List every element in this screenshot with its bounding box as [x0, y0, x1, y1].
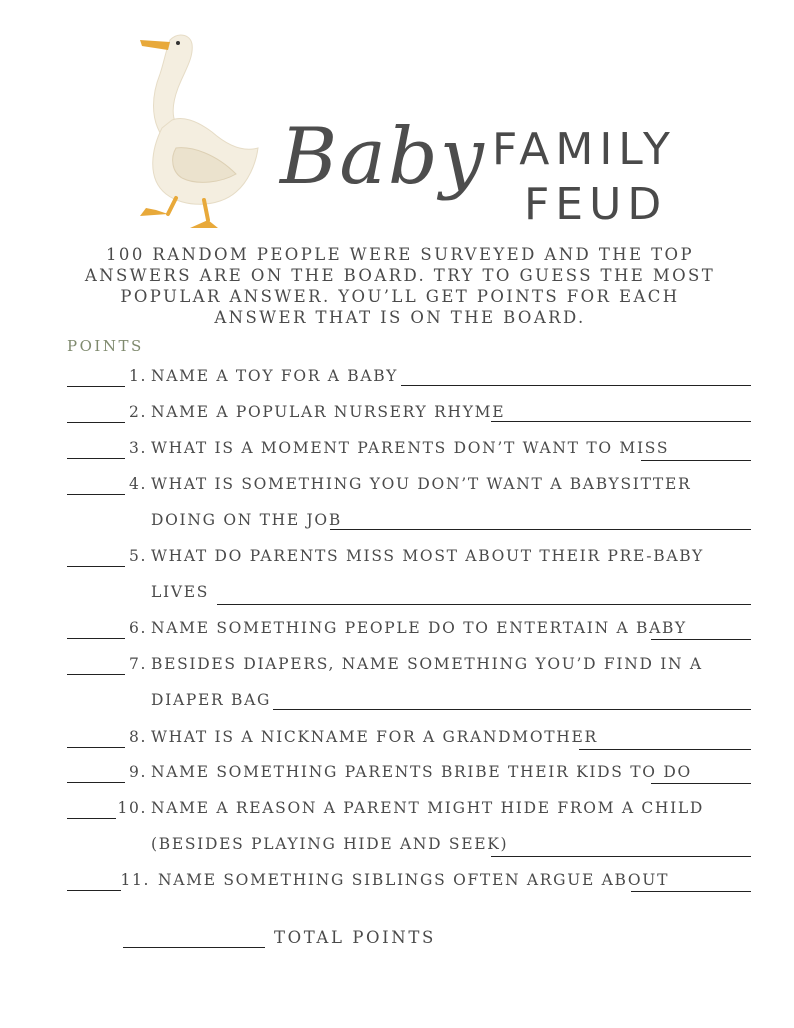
goose-illustration	[132, 28, 262, 233]
points-blank[interactable]	[67, 638, 125, 639]
question-row	[0, 654, 794, 682]
instructions-line: 100 RANDOM PEOPLE WERE SURVEYED AND THE TOP	[106, 245, 694, 264]
total-points-blank[interactable]	[123, 947, 265, 948]
title-line-family: FAMILY	[492, 124, 676, 175]
question-text: (BESIDES PLAYING HIDE AND SEEK)	[151, 835, 509, 853]
question-row	[0, 366, 794, 394]
question-text: DIAPER BAG	[151, 691, 272, 709]
question-text: NAME A REASON A PARENT MIGHT HIDE FROM A CHILD	[151, 799, 705, 817]
question-number: 1.	[129, 367, 147, 385]
title-line-feud: FEUD	[524, 179, 668, 230]
points-column-heading: POINTS	[67, 337, 144, 355]
question-row	[0, 798, 794, 826]
question-row	[0, 762, 794, 790]
question-text: DOING ON THE JOB	[151, 511, 342, 529]
instructions-line: ANSWERS ARE ON THE BOARD. TRY TO GUESS THE MOST	[84, 266, 716, 285]
question-text: NAME SOMETHING PEOPLE DO TO ENTERTAIN A BABY	[151, 619, 687, 637]
instructions-line: POPULAR ANSWER. YOU’LL GET POINTS FOR EACH	[120, 287, 680, 306]
question-row	[0, 870, 794, 898]
question-text: NAME SOMETHING SIBLINGS OFTEN ARGUE ABOUT	[158, 871, 670, 889]
question-row-continuation	[0, 690, 794, 718]
points-blank[interactable]	[67, 458, 125, 459]
question-row	[0, 438, 794, 466]
answer-blank[interactable]	[579, 749, 751, 750]
question-number: 6.	[129, 619, 147, 637]
question-number: 4.	[129, 475, 147, 493]
question-row-continuation	[0, 582, 794, 610]
question-row	[0, 546, 794, 574]
points-blank[interactable]	[67, 566, 125, 567]
points-blank[interactable]	[67, 386, 125, 387]
question-row	[0, 402, 794, 430]
instructions	[60, 244, 740, 328]
question-text: LIVES	[151, 583, 210, 601]
total-points-label: TOTAL POINTS	[274, 928, 436, 947]
answer-blank[interactable]	[491, 856, 751, 857]
instructions-line: ANSWER THAT IS ON THE BOARD.	[214, 308, 586, 327]
points-blank[interactable]	[67, 747, 125, 748]
points-blank[interactable]	[67, 422, 125, 423]
question-row	[0, 618, 794, 646]
title-script-word: Baby	[280, 112, 486, 202]
points-blank[interactable]	[67, 782, 125, 783]
points-blank[interactable]	[67, 818, 116, 819]
question-number: 10.	[117, 799, 147, 817]
answer-blank[interactable]	[330, 529, 751, 530]
question-text: WHAT IS A MOMENT PARENTS DON’T WANT TO MISS	[151, 439, 670, 457]
question-text: WHAT DO PARENTS MISS MOST ABOUT THEIR PRE-BABY	[151, 547, 704, 565]
question-number: 3.	[129, 439, 147, 457]
answer-blank[interactable]	[401, 385, 751, 386]
answer-blank[interactable]	[491, 421, 751, 422]
question-number: 9.	[129, 763, 147, 781]
question-row	[0, 474, 794, 502]
points-blank[interactable]	[67, 674, 125, 675]
question-number: 7.	[129, 655, 147, 673]
question-number: 8.	[129, 728, 147, 746]
question-text: NAME A POPULAR NURSERY RHYME	[151, 403, 506, 421]
question-number: 2.	[129, 403, 147, 421]
question-text: WHAT IS SOMETHING YOU DON’T WANT A BABYSITTER	[151, 475, 692, 493]
question-text: WHAT IS A NICKNAME FOR A GRANDMOTHER	[151, 728, 598, 746]
question-row-continuation	[0, 834, 794, 862]
answer-blank[interactable]	[273, 709, 751, 710]
answer-blank[interactable]	[631, 891, 751, 892]
points-blank[interactable]	[67, 494, 125, 495]
points-blank[interactable]	[67, 890, 121, 891]
question-text: NAME SOMETHING PARENTS BRIBE THEIR KIDS TO DO	[151, 763, 692, 781]
question-text: NAME A TOY FOR A BABY	[151, 367, 399, 385]
answer-blank[interactable]	[651, 783, 751, 784]
question-number: 5.	[129, 547, 147, 565]
question-row-continuation	[0, 510, 794, 538]
answer-blank[interactable]	[641, 460, 751, 461]
answer-blank[interactable]	[217, 604, 751, 605]
question-text: BESIDES DIAPERS, NAME SOMETHING YOU’D FIND IN A	[151, 655, 703, 673]
answer-blank[interactable]	[651, 639, 751, 640]
question-row	[0, 727, 794, 755]
question-number: 11.	[120, 871, 150, 889]
